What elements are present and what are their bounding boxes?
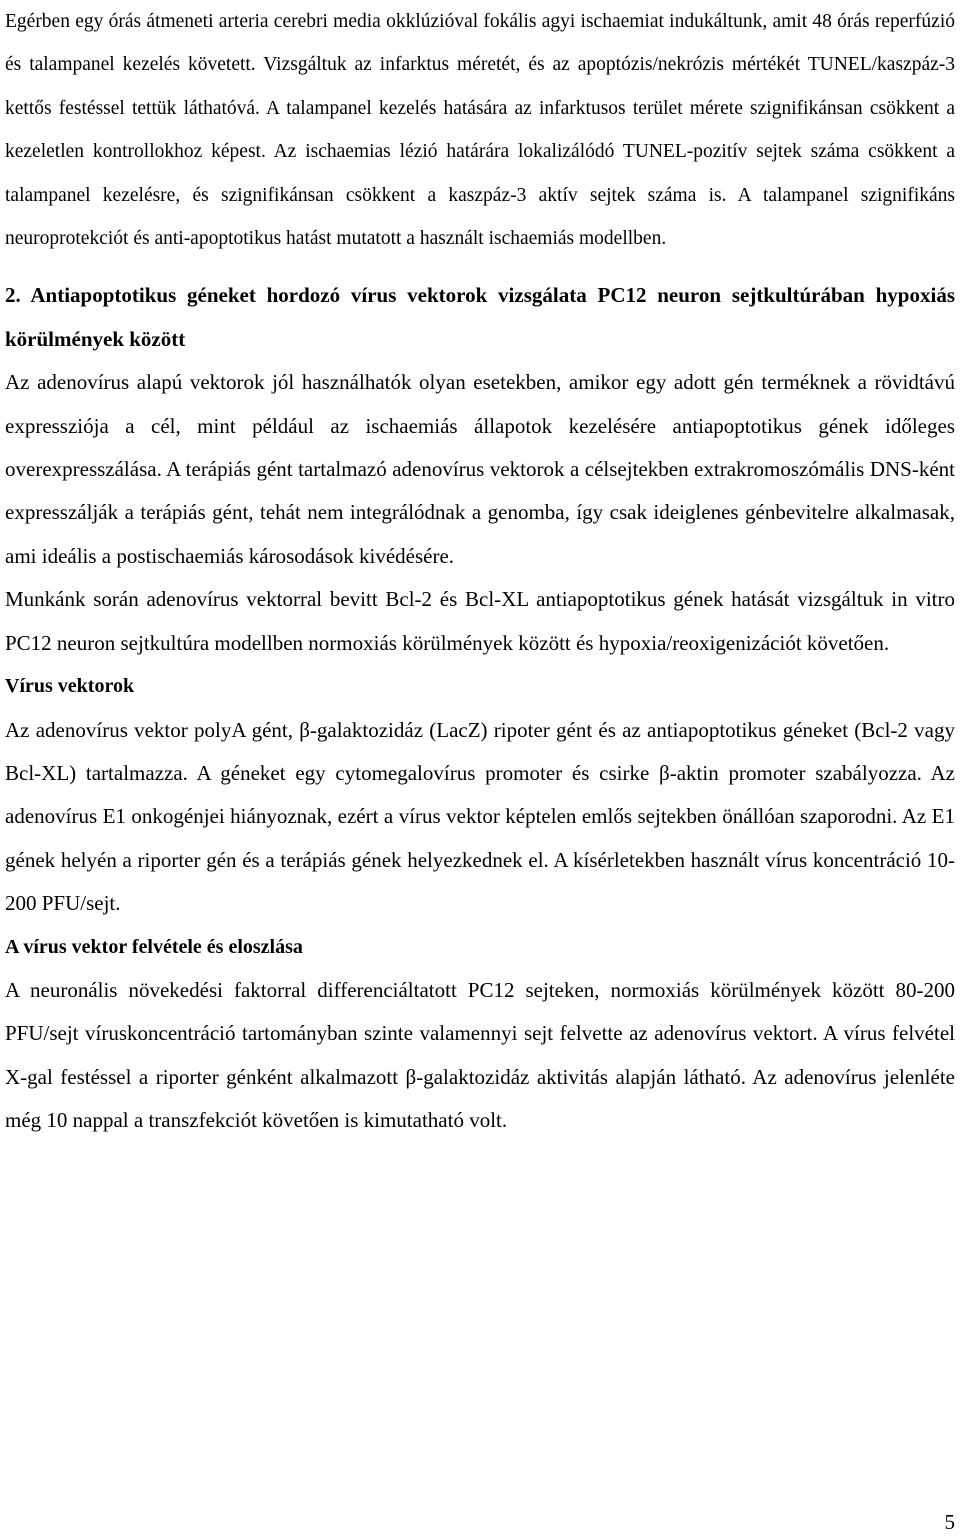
- subsection-paragraph-uptake: A neuronális növekedési faktorral differenciáltatott PC12 sejteken, normoxiás körülmények között 80-200 PFU/sejt víruskoncentráció tartományban szinte valamennyi sejt felvette az adenovírus vektort. A vírus felvétel X-gal festéssel a riporter génként alkalmazott β-galaktozidáz aktivitás alapján látható. Az adenovírus jelenléte még 10 nappal a transzfekciót követően is kimutatható volt.: [5, 977, 955, 1133]
- page-number: 5: [944, 1510, 955, 1534]
- subsection-heading-uptake: A vírus vektor felvétele és eloszlása: [5, 935, 303, 958]
- section-paragraph-1: Az adenovírus alapú vektorok jól használhatók olyan esetekben, amikor egy adott gén terméknek a rövidtávú expressziója a cél, mint például az ischaemiás állapotok kezelésére antiapoptotikus gének időleges overexpresszálása. A terápiás gént tartalmazó adenovírus vektorok a célsejtekben extrakromoszómális DNS-ként expresszálják a terápiás gént, tehát nem integrálódnak a genomba, így csak ideiglenes génbevitelre alkalmasak, ami ideális a postischaemiás károsodások kivédésére.: [5, 370, 955, 568]
- intro-section: [5, 0, 955, 260]
- intro-paragraph: Egérben egy órás átmeneti arteria cerebri media okklúzióval fokális agyi ischaemiat indukáltunk, amit 48 órás reperfúzió és talampanel kezelés követett. Vizsgáltuk az infarktus méretét, és az apoptózis/nekrózis mértékét TUNEL/kaszpáz-3 kettős festéssel tettük láthatóvá. A talampanel kezelés hatására az infarktusos terület mérete szignifikánsan csökkent a kezeletlen kontrollokhoz képest. Az ischaemias lézió határára lokalizálódó TUNEL-pozitív sejtek száma csökkent a talampanel kezelésre, és szignifikánsan csökkent a kaszpáz-3 aktív sejtek száma is. A talampanel szignifikáns neuroprotekciót és anti-apoptotikus hatást mutatott a használt ischaemiás modellben.: [5, 11, 955, 250]
- section-heading: 2. Antiapoptotikus géneket hordozó vírus vektorok vizsgálata PC12 neuron sejtkultúrában hypoxiás körülmények között: [5, 283, 955, 351]
- subsection-paragraph-virus-vectors: Az adenovírus vektor polyA gént, β-galaktozidáz (LacZ) ripoter gént és az antiapoptotikus géneket (Bcl-2 vagy Bcl-XL) tartalmazza. A géneket egy cytomegalovírus promoter és csirke β-aktin promoter szabályozza. Az adenovírus E1 onkogénjei hiányoznak, ezért a vírus vektor képtelen emlős sejtekben önállóan szaporodni. Az E1 gének helyén a riporter gén és a terápiás gének helyezkednek el. A kísérletekben használt vírus koncentráció 10-200 PFU/sejt.: [5, 717, 955, 916]
- section-paragraph-2: Munkánk során adenovírus vektorral bevitt Bcl-2 és Bcl-XL antiapoptotikus gének hatását vizsgáltuk in vitro PC12 neuron sejtkultúra modellben normoxiás körülmények között és hypoxia/reoxigenizációt követően.: [5, 587, 955, 655]
- subsection-heading-virus-vectors: Vírus vektorok: [5, 675, 135, 698]
- section-2: [5, 274, 955, 1142]
- document-page: [5, 0, 955, 1143]
